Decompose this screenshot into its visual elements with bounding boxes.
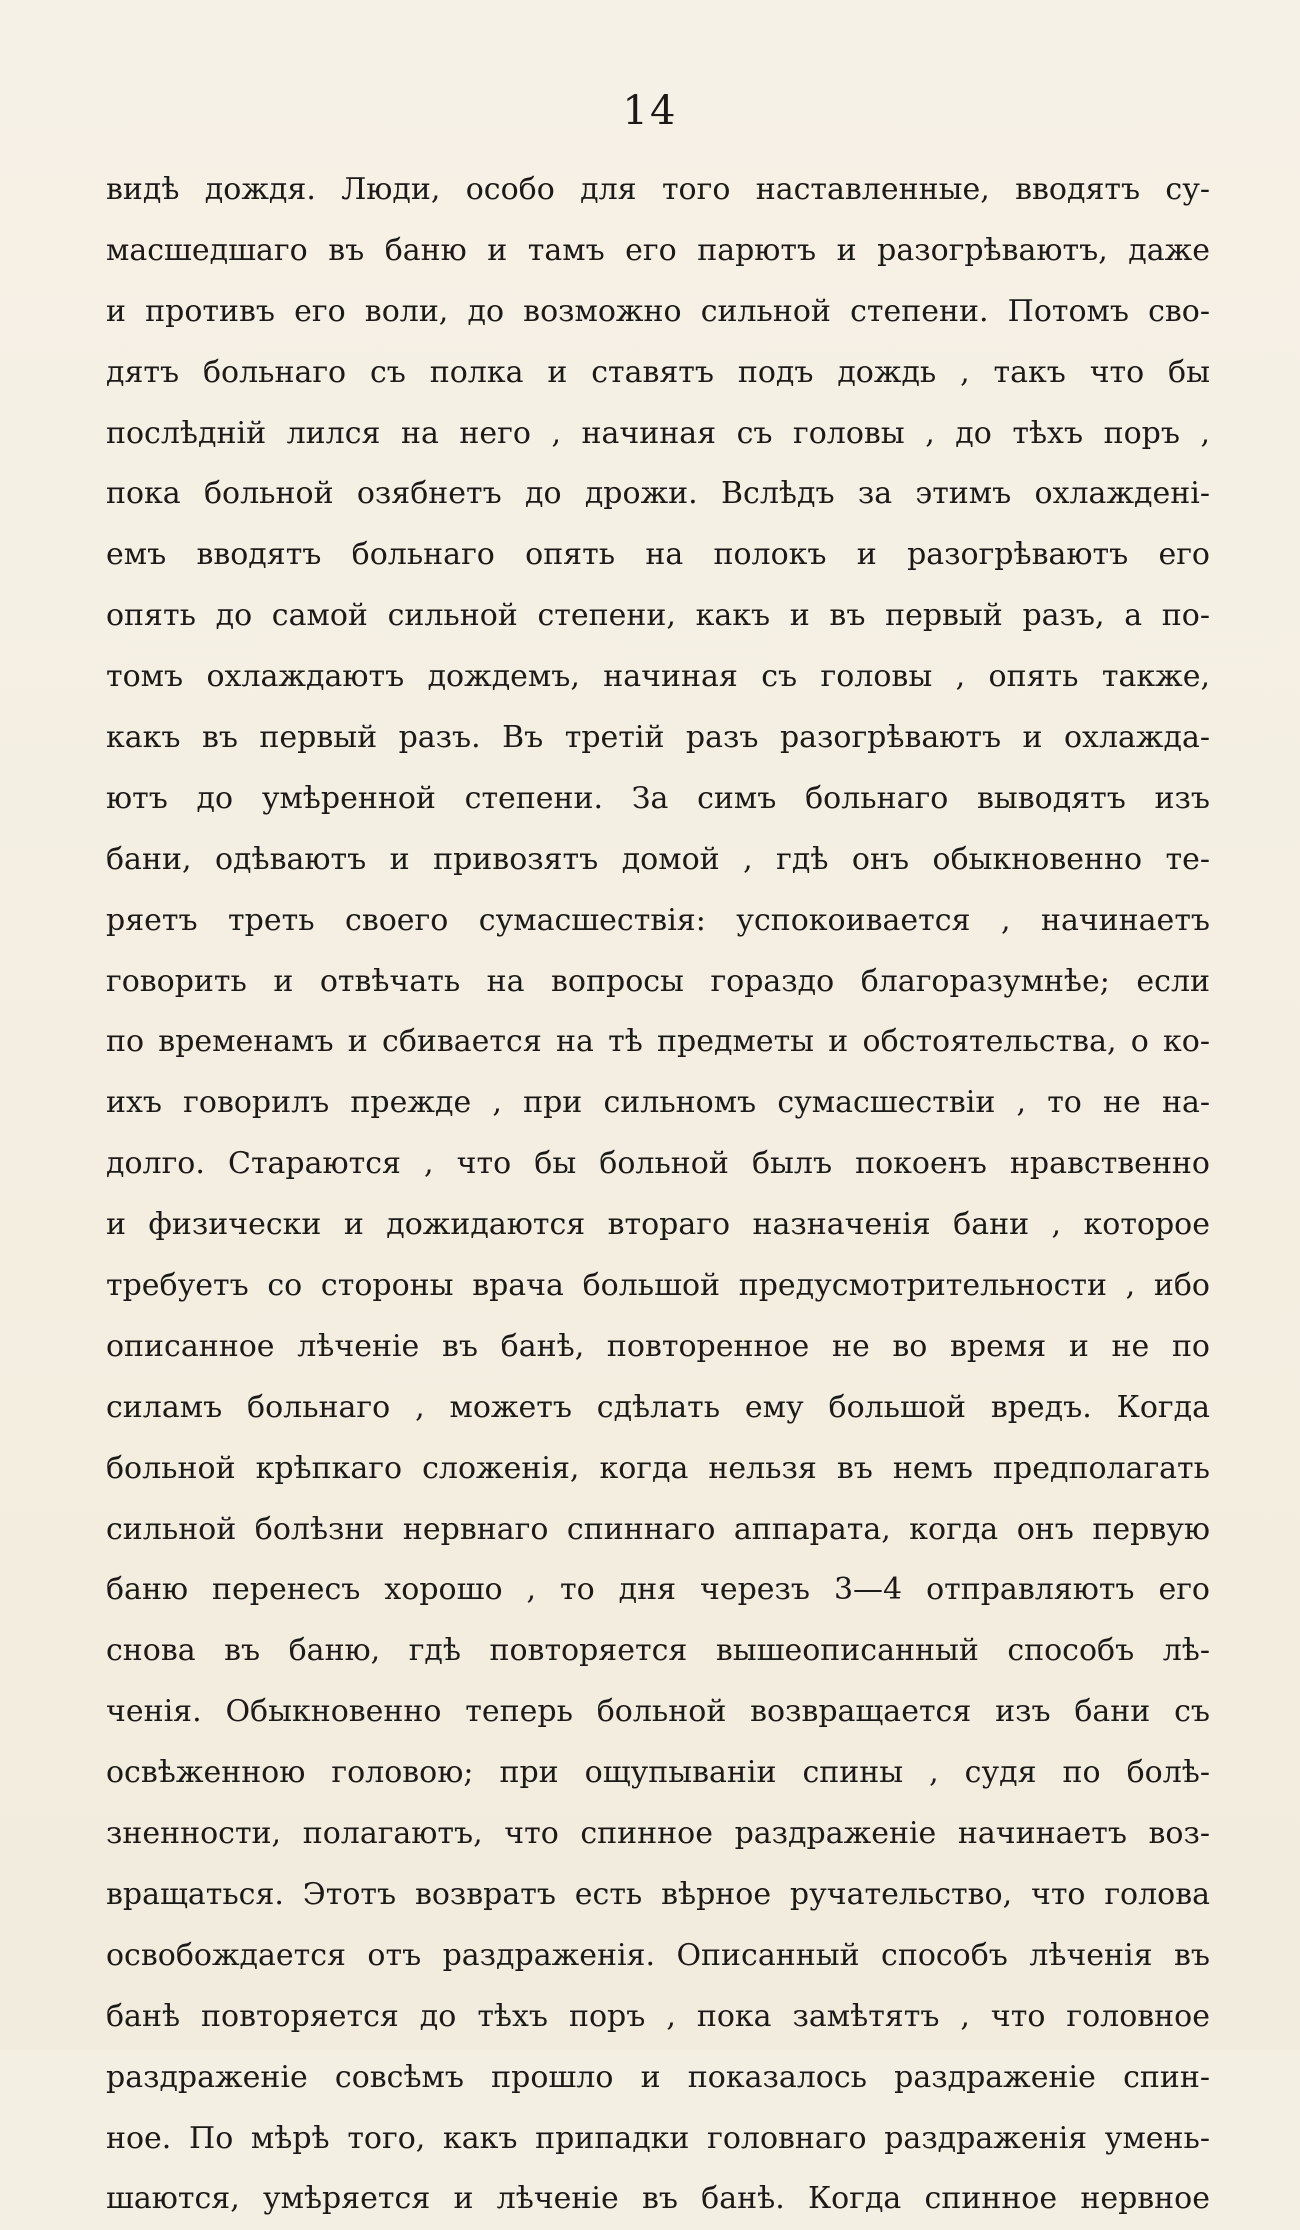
text-line: бани, одѣваютъ и привозятъ домой , гдѣ онъ обыкновенно те-: [106, 841, 1210, 877]
text-line: зненности, полагаютъ, что спинное раздраженіе начинаетъ воз-: [106, 1816, 1210, 1852]
text-line: описанное лѣченіе въ банѣ, повторенное не во время и не по: [106, 1328, 1210, 1364]
text-line: пока больной озябнетъ до дрожи. Вслѣдъ за этимъ охлажденi-: [106, 476, 1210, 512]
text-line: емъ вводятъ больнаго опять на полокъ и разогрѣваютъ его: [106, 537, 1210, 573]
text-line: баню перенесъ хорошо , то дня черезъ 3—4 отправляютъ его: [106, 1572, 1210, 1608]
text-line: томъ охлаждаютъ дождемъ, начиная съ головы , опять также,: [106, 659, 1210, 695]
text-line: ченія. Обыкновенно теперь больной возвращается изъ бани съ: [106, 1694, 1210, 1730]
text-line: послѣдній лился на него , начиная съ головы , до тѣхъ поръ ,: [106, 415, 1210, 451]
text-line: какъ въ первый разъ. Въ третій разъ разогрѣваютъ и охлажда-: [106, 720, 1210, 756]
text-line: и противъ его воли, до возможно сильной степени. Потомъ сво-: [106, 293, 1210, 329]
text-line: раздраженіе совсѣмъ прошло и показалось раздраженіе спин-: [106, 2059, 1210, 2095]
text-line: ряетъ треть своего сумасшествія: успокоивается , начинаетъ: [106, 902, 1210, 938]
text-line: ихъ говорилъ прежде , при сильномъ сумасшествіи , то не на-: [106, 1085, 1210, 1121]
text-line: освѣженною головою; при ощупываніи спины , судя по болѣ-: [106, 1755, 1210, 1791]
page-number: 14: [622, 88, 678, 134]
text-line: сильной болѣзни нервнаго спиннаго аппарата, когда онъ первую: [106, 1511, 1210, 1547]
text-line: и физически и дожидаются втораго назначенія бани , которое: [106, 1207, 1210, 1243]
text-line: требуетъ со стороны врача большой предусмотрительности , ибо: [106, 1268, 1210, 1304]
text-line: шаются, умѣряется и лѣченіе въ банѣ. Когда спинное нервное: [106, 2181, 1210, 2217]
text-line: долго. Стараются , что бы больной былъ покоенъ нравственно: [106, 1146, 1210, 1182]
text-line: масшедшаго въ баню и тамъ его парютъ и разогрѣваютъ, даже: [106, 232, 1210, 268]
text-line: освобождается отъ раздраженія. Описанный способъ лѣченія въ: [106, 1937, 1210, 1973]
text-line: силамъ больнаго , можетъ сдѣлать ему большой вредъ. Когда: [106, 1389, 1210, 1425]
text-line: дятъ больнаго съ полка и ставятъ подъ дождь , такъ что бы: [106, 354, 1210, 390]
text-line: больной крѣпкаго сложенія, когда нельзя въ немъ предполагать: [106, 1450, 1210, 1486]
text-line: снова въ баню, гдѣ повторяется вышеописанный способъ лѣ-: [106, 1633, 1210, 1669]
body-text: [106, 160, 1210, 2230]
text-line: ютъ до умѣренной степени. За симъ больнаго выводятъ изъ: [106, 780, 1210, 816]
text-line: видѣ дождя. Люди, особо для того наставленные, вводятъ су-: [106, 172, 1210, 207]
text-line: говорить и отвѣчать на вопросы гораздо благоразумнѣе; если: [106, 963, 1210, 999]
text-line: по временамъ и сбивается на тѣ предметы и обстоятельства, о ко-: [106, 1024, 1210, 1060]
text-line: вращаться. Этотъ возвратъ есть вѣрное ручательство, что голова: [106, 1876, 1210, 1912]
text-line: опять до самой сильной степени, какъ и въ первый разъ, а по-: [106, 598, 1210, 634]
text-line: банѣ повторяется до тѣхъ поръ , пока замѣтятъ , что головное: [106, 1998, 1210, 2034]
text-line: ное. По мѣрѣ того, какъ припадки головнаго раздраженія умень-: [106, 2120, 1210, 2156]
